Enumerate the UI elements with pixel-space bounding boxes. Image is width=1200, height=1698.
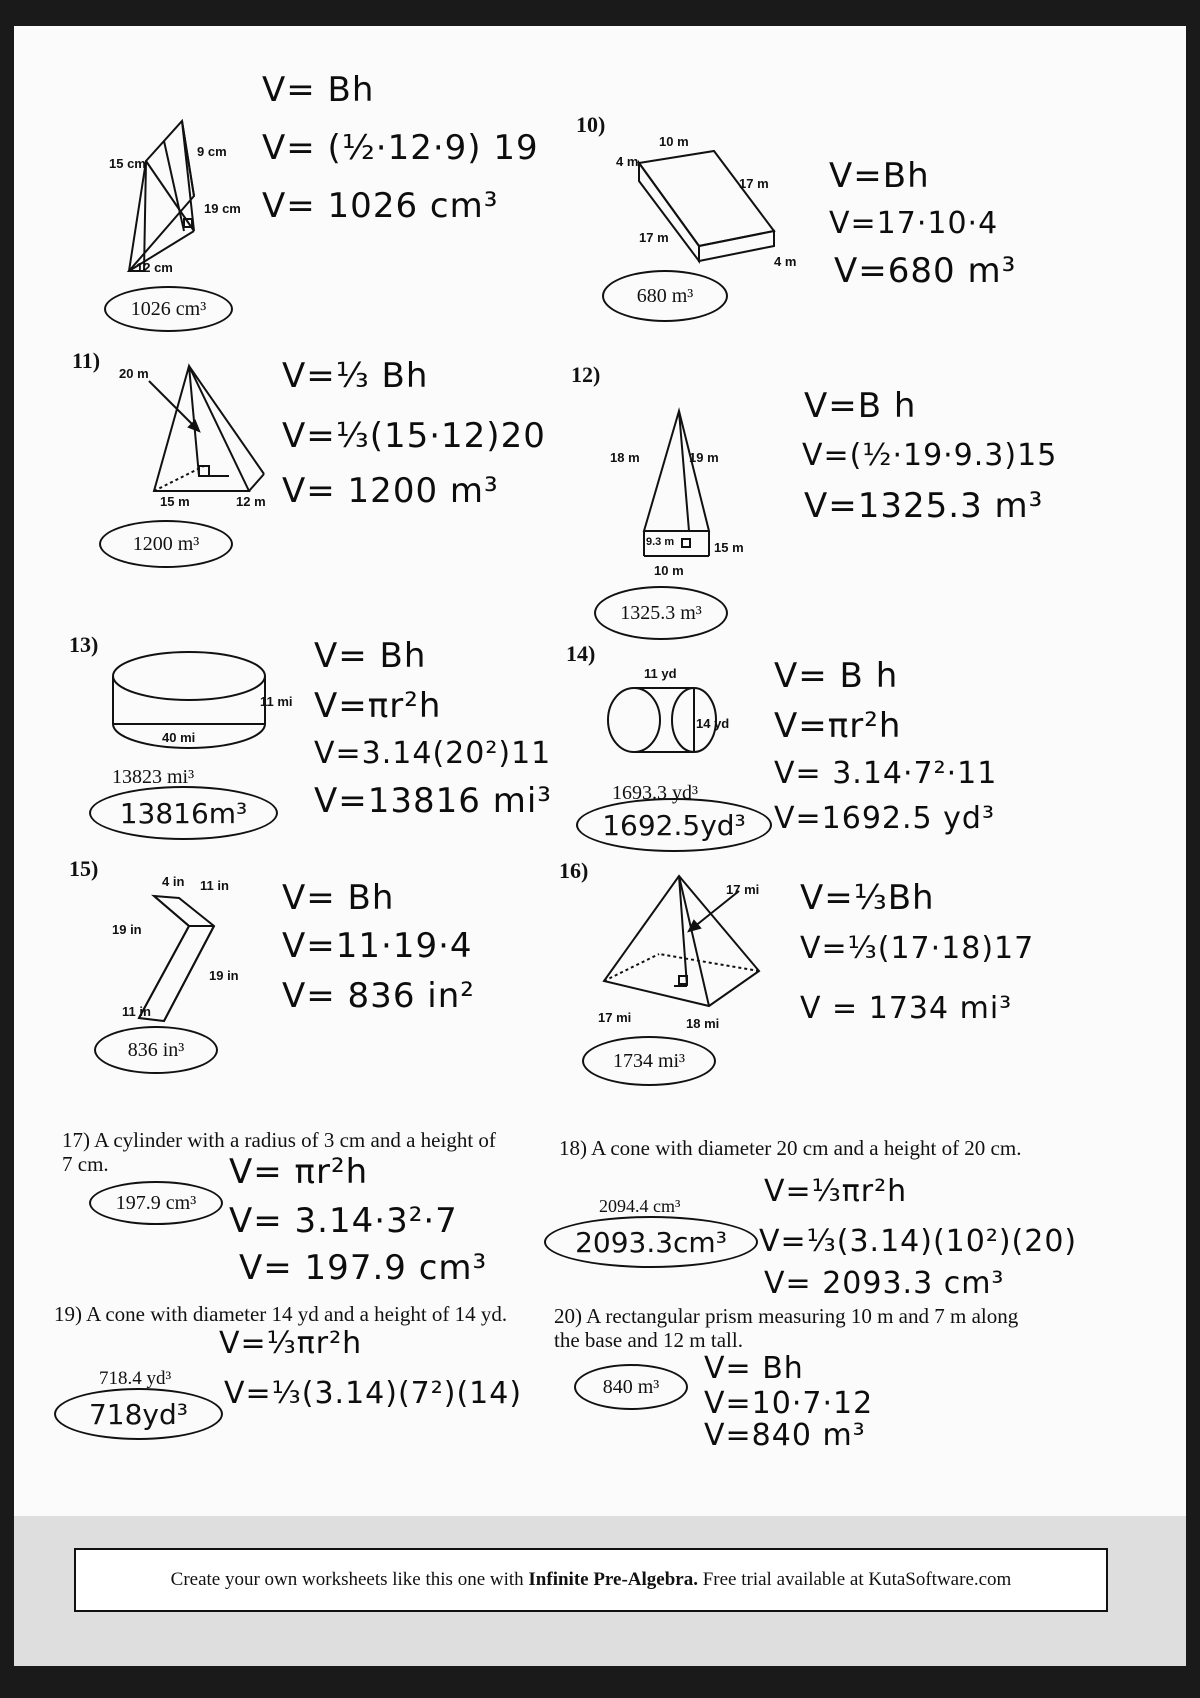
- student-work-line: V= 1200 m³: [282, 471, 499, 511]
- answer-oval: 840 m³: [574, 1364, 688, 1410]
- dim-label: 10 m: [654, 563, 684, 578]
- dim-label: 19 cm: [204, 201, 241, 216]
- student-work-line: V=⅓ Bh: [282, 356, 429, 396]
- answer-oval: 836 in³: [94, 1026, 218, 1074]
- student-answer-oval: 718yd³: [54, 1388, 223, 1440]
- dim-label: 11 mi: [260, 694, 293, 709]
- dim-label: 15 m: [160, 494, 190, 509]
- student-work-line: V= 836 in²: [282, 976, 475, 1016]
- dim-label: 11 in: [122, 1004, 151, 1019]
- dim-label: 18 m: [610, 450, 640, 465]
- word-problem-text: 17) A cylinder with a radius of 3 cm and a height of 7 cm.: [62, 1128, 496, 1176]
- student-work-line: V=πr²h: [314, 686, 442, 726]
- footer-suffix: Free trial available at KutaSoftware.com: [697, 1569, 1012, 1590]
- problem-number: 12): [571, 362, 601, 387]
- student-work-line: V=Bh: [829, 156, 930, 196]
- student-work-line: V= Bh: [262, 70, 375, 110]
- answer-oval: 197.9 cm³: [89, 1181, 223, 1225]
- student-work-line: V= 1026 cm³: [262, 186, 499, 226]
- student-work-line: V=840 m³: [704, 1418, 866, 1453]
- word-problem-text: 18) A cone with diameter 20 cm and a height of 20 cm.: [559, 1136, 1022, 1160]
- worksheet-page: [14, 26, 1186, 1666]
- student-work-line: V=⅓Bh: [800, 878, 935, 918]
- student-work-line: V= Bh: [704, 1351, 804, 1386]
- dim-label: 9 cm: [197, 144, 227, 159]
- student-work-line: V= 3.14·3²·7: [229, 1201, 458, 1241]
- student-work-line: V=⅓πr²h: [219, 1326, 363, 1361]
- answer-key-value: 2094.4 cm³: [599, 1196, 681, 1216]
- student-answer-oval: 1692.5yd³: [576, 798, 772, 852]
- problem-number: 15): [69, 856, 99, 881]
- dim-label: 15 m: [714, 540, 744, 555]
- dim-label: 4 m: [616, 154, 639, 169]
- student-work-line: V=680 m³: [834, 251, 1017, 291]
- dim-label: 12 m: [236, 494, 266, 509]
- word-problem-text: 20) A rectangular prism measuring 10 m and 7 m along the base and 12 m tall.: [554, 1304, 1019, 1352]
- dim-label: 17 mi: [726, 882, 760, 897]
- dim-label: 14 yd: [696, 716, 730, 731]
- footer-product: Infinite Pre-Algebra.: [528, 1569, 698, 1590]
- student-work-line: V=⅓(3.14)(10²)(20): [759, 1224, 1078, 1259]
- student-work-line: V=(½·19·9.3)15: [802, 438, 1058, 473]
- dim-label: 19 m: [689, 450, 719, 465]
- dim-label: 20 m: [119, 366, 149, 381]
- dim-label: 19 in: [209, 968, 239, 983]
- answer-oval: 1325.3 m³: [594, 586, 728, 640]
- slant-height-arrow: [149, 381, 209, 441]
- student-work-line: V=11·19·4: [282, 926, 473, 966]
- dim-label: 4 m: [774, 254, 797, 269]
- student-work-line: V=13816 mi³: [314, 781, 552, 821]
- word-problem-text: 19) A cone with diameter 14 yd and a height of 14 yd.: [54, 1302, 508, 1326]
- student-work-line: V=3.14(20²)11: [314, 736, 552, 771]
- slant-height-arrow: [684, 891, 744, 941]
- dim-label: 10 m: [659, 134, 689, 149]
- problem-number: 11): [72, 348, 101, 373]
- student-work-line: V= πr²h: [229, 1152, 369, 1192]
- answer-oval: 1200 m³: [99, 520, 233, 568]
- student-work-line: V=1325.3 m³: [804, 486, 1044, 526]
- student-work-line: V=1692.5 yd³: [774, 801, 995, 836]
- student-work-line: V= Bh: [314, 636, 427, 676]
- answer-key-value: 718.4 yd³: [99, 1368, 172, 1389]
- dim-label: 11 in: [200, 878, 229, 893]
- student-work-line: V=B h: [804, 386, 917, 426]
- dim-label: 12 cm: [136, 260, 173, 275]
- dim-label: 15 cm: [109, 156, 146, 171]
- dim-label: 19 in: [112, 922, 142, 937]
- dim-label: 40 mi: [162, 730, 196, 745]
- student-work-line: V=⅓(15·12)20: [282, 416, 546, 456]
- student-work-line: V=⅓(17·18)17: [800, 931, 1035, 966]
- student-work-line: V= 3.14·7²·11: [774, 756, 998, 791]
- student-work-line: V=10·7·12: [704, 1386, 874, 1421]
- footer-prefix: Create your own worksheets like this one with: [170, 1569, 529, 1590]
- dim-label: 17 m: [739, 176, 769, 191]
- answer-oval: 1734 mi³: [582, 1036, 716, 1086]
- answer-oval: 1026 cm³: [104, 286, 233, 332]
- student-work-line: V=17·10·4: [829, 206, 999, 241]
- dim-label: 17 m: [639, 230, 669, 245]
- answer-oval: 680 m³: [602, 270, 728, 322]
- student-work-line: V=⅓(3.14)(7²)(14): [224, 1376, 523, 1411]
- student-work-line: V=⅓πr²h: [764, 1174, 908, 1209]
- problem-number: 13): [69, 632, 99, 657]
- footer-banner: [74, 1548, 1108, 1612]
- student-work-line: V= Bh: [282, 878, 395, 918]
- dim-label: 11 yd: [644, 666, 677, 681]
- problem-number: 14): [566, 641, 596, 666]
- problem-number: 10): [576, 112, 606, 137]
- student-work-line: V= (½·12·9) 19: [262, 128, 539, 168]
- student-work-line: V= 2093.3 cm³: [764, 1266, 1005, 1301]
- problem-number: 16): [559, 858, 589, 883]
- answer-key-value: 13823 mi³: [112, 766, 195, 788]
- student-work-line: V= 197.9 cm³: [239, 1248, 488, 1288]
- student-answer-oval: 13816m³: [89, 786, 278, 840]
- dim-label: 17 mi: [598, 1010, 632, 1025]
- student-work-line: V= B h: [774, 656, 899, 696]
- answer-key-value: 1693.3 yd³: [612, 782, 698, 804]
- dim-label: 9.3 m: [646, 536, 675, 548]
- dim-label: 18 mi: [686, 1016, 720, 1031]
- student-work-line: V=πr²h: [774, 706, 902, 746]
- rectangular-prism-figure: [634, 151, 784, 271]
- dim-label: 4 in: [162, 874, 185, 889]
- student-work-line: V = 1734 mi³: [800, 991, 1013, 1026]
- student-answer-oval: 2093.3cm³: [544, 1216, 758, 1268]
